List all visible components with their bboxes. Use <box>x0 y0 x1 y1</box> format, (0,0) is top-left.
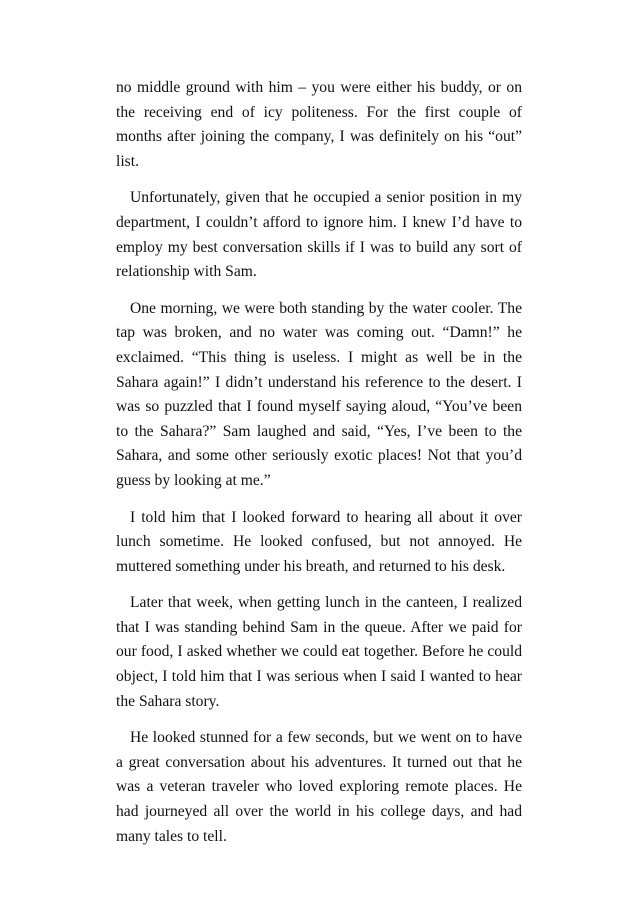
paragraph-adventures: He looked stunned for a few seconds, but we went on to have a great conversation about his adventures. It turned out that he was a veteran traveler who loved exploring remote places. He had journeyed all over the world in his college days, and had many tales to tell. <box>116 729 522 845</box>
paragraph-water-cooler: One morning, we were both standing by the water cooler. The tap was broken, and no water was coming out. “Damn!” he exclaimed. “This thing is useless. I might as well be in the Sahara again!” I didn’t understand his reference to the desert. I was so puzzled that I found myself saying aloud, “You’ve been to the Sahara?” Sam laughed and said, “Yes, I’ve been to the Sahara, and some other seriously exotic places! Not that you’d guess by looking at me.” <box>116 299 522 489</box>
paragraph-continuation: no middle ground with him – you were either his buddy, or on the receiving end of icy politeness. For the first couple of months after joining the company, I was definitely on his “out” list. <box>116 79 522 170</box>
paragraph-lunch-invite: I told him that I looked forward to hearing all about it over lunch sometime. He looked confused, but not annoyed. He muttered something under his breath, and returned to his desk. <box>116 508 522 575</box>
document-page <box>116 76 522 861</box>
paragraph-canteen: Later that week, when getting lunch in the canteen, I realized that I was standing behind Sam in the queue. After we paid for our food, I asked whether we could eat together. Before he could object, I told him that I was serious when I said I wanted to hear the Sahara story. <box>116 594 522 710</box>
paragraph-senior-position: Unfortunately, given that he occupied a senior position in my department, I couldn’t afford to ignore him. I knew I’d have to employ my best conversation skills if I was to build any sort of relationship with Sam. <box>116 189 522 281</box>
